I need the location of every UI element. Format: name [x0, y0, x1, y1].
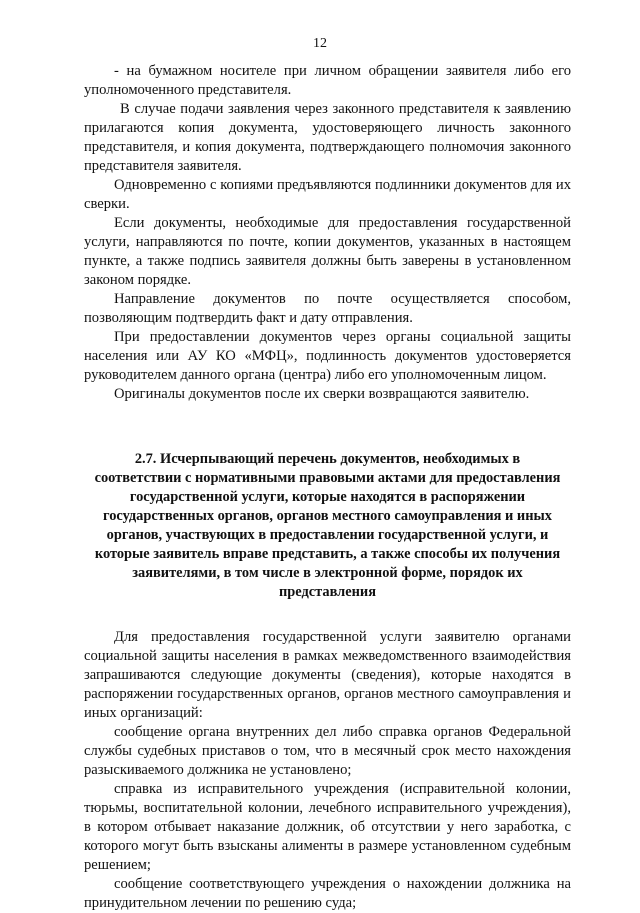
page-number: 12 — [313, 36, 327, 51]
paragraph-authentication: При предоставлении документов через органы социальной защиты населения или АУ КО «МФЦ», подлинность документов удостоверяется руководителем данного органа (центра) либо его уполномоченным лицом. — [84, 329, 571, 383]
paragraph-correctional-certificate: справка из исправительного учреждения (исправительной колонии, тюрьмы, воспитательной колонии, лечебного исправительного учреждения), в котором отбывает наказание должник, об отсутствии у него заработка, с которого могут быть взысканы алименты в размере установленном судебным решением; — [84, 781, 571, 873]
paragraph-interagency-request: Для предоставления государственной услуги заявителю органами социальной защиты населения в рамках межведомственного взаимодействия запрашиваются следующие документы (сведения), которые находятся в распоряжении государственных органов, органов местного самоуправления и иных организаций: — [84, 629, 571, 721]
paragraph-originals-presented: Одновременно с копиями предъявляются подлинники документов для их сверки. — [84, 177, 571, 212]
paragraph-submission-paper: - на бумажном носителе при личном обращении заявителя либо его уполномоченного представителя. — [84, 63, 571, 98]
page-content — [84, 62, 571, 913]
paragraph-postal-documents: Если документы, необходимые для предоставления государственной услуги, направляются по почте, копии документов, указанных в настоящем пункте, а также подпись заявителя должны быть заверены в установленном законом порядке. — [84, 215, 571, 288]
heading-spacer — [84, 602, 571, 628]
paragraph-police-message: сообщение органа внутренних дел либо справка органов Федеральной службы судебных приставов о том, что в месячный срок место нахождения разыскиваемого должника не установлено; — [84, 724, 571, 778]
paragraph-legal-representative: В случае подачи заявления через законного представителя к заявлению прилагаются копия документа, удостоверяющего личность законного представителя, и копия документа, подтверждающего полномочия законного представителя заявителя. — [84, 101, 571, 174]
paragraph-originals-returned: Оригиналы документов после их сверки возвращаются заявителю. — [114, 386, 530, 402]
paragraph-postal-method: Направление документов по почте осуществляется способом, позволяющим подтвердить факт и дату отправления. — [84, 291, 571, 326]
section-heading: 2.7. Исчерпывающий перечень документов, необходимых в соответствии с нормативными правовыми актами для предоставления государственной услуги, которые находятся в распоряжении государственных органов, органов местного самоуправления и иных органов, участвующих в предоставлении государственной услуги, и которые заявитель вправе представить, а также способы их получения заявителями, в том числе в электронной форме, порядок их представления — [94, 451, 561, 600]
paragraph-compulsory-treatment: сообщение соответствующего учреждения о нахождении должника на принудительном лечении по решению суда; — [84, 876, 571, 911]
section-spacer — [84, 404, 571, 450]
